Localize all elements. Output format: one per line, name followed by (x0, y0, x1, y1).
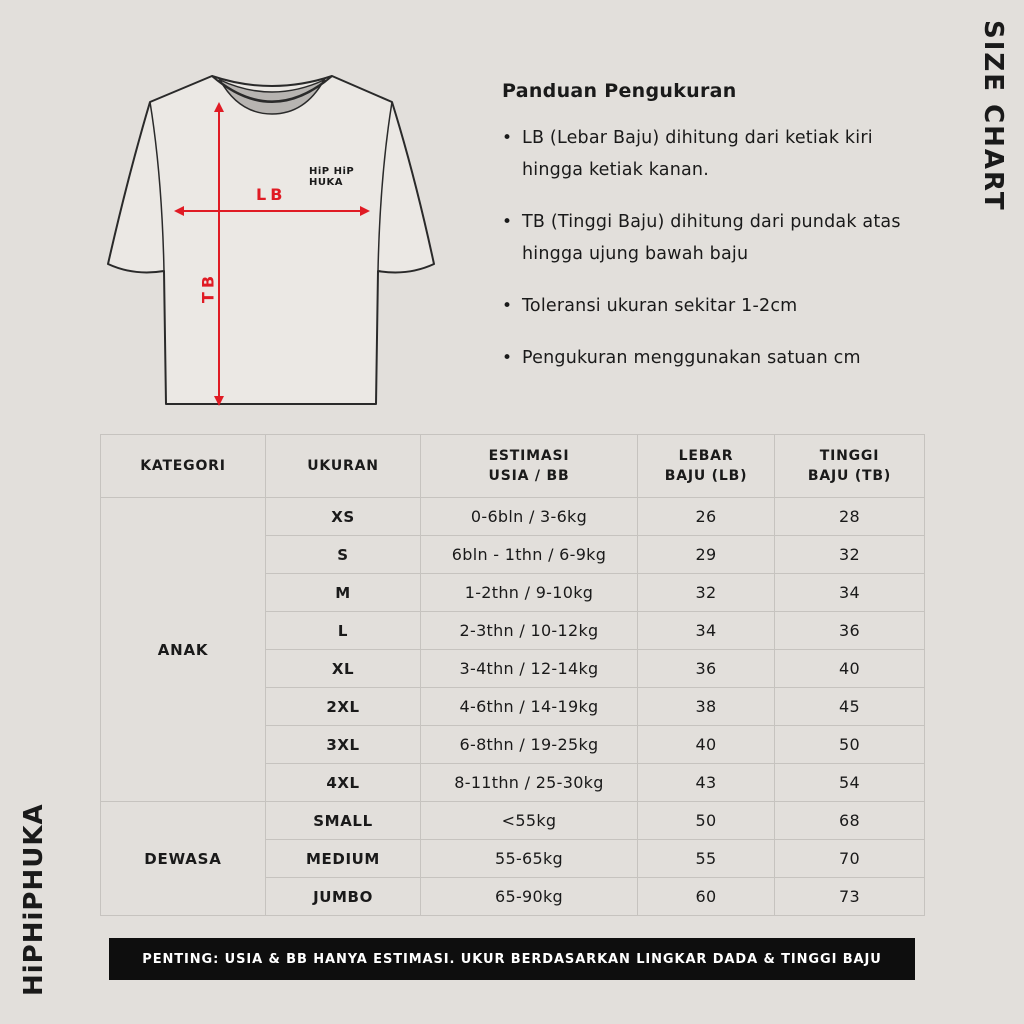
header-estimasi-line2: USIA / BB (488, 468, 570, 484)
estimate-cell: 3-4thn / 12-14kg (421, 650, 638, 688)
table-row (101, 498, 925, 536)
lb-cell: 29 (638, 536, 775, 574)
shirt-logo (309, 166, 354, 188)
lb-cell: 34 (638, 612, 775, 650)
guide-item: • Toleransi ukuran sekitar 1-2cm (502, 290, 932, 322)
lb-cell: 38 (638, 688, 775, 726)
lb-cell: 26 (638, 498, 775, 536)
guide-title: Panduan Pengukuran (502, 80, 737, 102)
tb-cell: 36 (775, 612, 925, 650)
header-ukuran: UKURAN (266, 435, 421, 498)
estimate-cell: 6-8thn / 19-25kg (421, 726, 638, 764)
size-cell: S (266, 536, 421, 574)
tshirt-diagram (100, 66, 445, 411)
estimate-cell: 65-90kg (421, 878, 638, 916)
estimate-cell: 6bln - 1thn / 6-9kg (421, 536, 638, 574)
tb-cell: 40 (775, 650, 925, 688)
estimate-cell: 8-11thn / 25-30kg (421, 764, 638, 802)
tb-cell: 45 (775, 688, 925, 726)
estimate-cell: 1-2thn / 9-10kg (421, 574, 638, 612)
size-cell: 4XL (266, 764, 421, 802)
header-estimasi (421, 435, 638, 498)
estimate-cell: 4-6thn / 14-19kg (421, 688, 638, 726)
important-note: PENTING: USIA & BB HANYA ESTIMASI. UKUR BERDASARKAN LINGKAR DADA & TINGGI BAJU (109, 938, 915, 980)
size-cell: L (266, 612, 421, 650)
size-cell: 3XL (266, 726, 421, 764)
brand-logo: HiPHiPHUKA (19, 803, 49, 997)
lb-cell: 36 (638, 650, 775, 688)
size-cell: MEDIUM (266, 840, 421, 878)
lb-cell: 32 (638, 574, 775, 612)
size-cell: XS (266, 498, 421, 536)
header-lebar-line1: LEBAR (678, 448, 734, 464)
size-cell: JUMBO (266, 878, 421, 916)
guide-item: • Pengukuran menggunakan satuan cm (502, 342, 932, 374)
category-anak: ANAK (101, 498, 266, 802)
estimate-cell: 0-6bln / 3-6kg (421, 498, 638, 536)
size-cell: SMALL (266, 802, 421, 840)
estimate-cell: <55kg (421, 802, 638, 840)
tb-cell: 50 (775, 726, 925, 764)
tb-cell: 28 (775, 498, 925, 536)
lb-cell: 60 (638, 878, 775, 916)
tb-cell: 70 (775, 840, 925, 878)
lb-cell: 40 (638, 726, 775, 764)
size-cell: XL (266, 650, 421, 688)
shirt-logo-line2: HUKA (309, 177, 343, 188)
tshirt-illustration (100, 66, 445, 411)
size-chart-title: SIZE CHART (978, 20, 1008, 212)
table-row (101, 802, 925, 840)
size-table (100, 434, 925, 916)
size-cell: M (266, 574, 421, 612)
header-estimasi-line1: ESTIMASI (488, 448, 570, 464)
category-dewasa: DEWASA (101, 802, 266, 916)
lb-cell: 50 (638, 802, 775, 840)
guide-list (502, 122, 932, 374)
header-lebar-line2: BAJU (LB) (664, 468, 748, 484)
estimate-cell: 2-3thn / 10-12kg (421, 612, 638, 650)
guide-item: • LB (Lebar Baju) dihitung dari ketiak kiri hingga ketiak kanan. (502, 122, 932, 186)
estimate-cell: 55-65kg (421, 840, 638, 878)
lb-cell: 55 (638, 840, 775, 878)
tb-cell: 32 (775, 536, 925, 574)
tb-cell: 68 (775, 802, 925, 840)
header-tinggi-line2: BAJU (TB) (807, 468, 892, 484)
guide-item: • TB (Tinggi Baju) dihitung dari pundak atas hingga ujung bawah baju (502, 206, 932, 270)
lb-cell: 43 (638, 764, 775, 802)
header-kategori: KATEGORI (101, 435, 266, 498)
header-lebar (638, 435, 775, 498)
size-cell: 2XL (266, 688, 421, 726)
tb-label: TB (198, 271, 218, 304)
tb-cell: 54 (775, 764, 925, 802)
table-header-row (101, 435, 925, 498)
shirt-logo-line1: HiP HiP (309, 166, 355, 177)
header-tinggi-line1: TINGGI (819, 448, 880, 464)
measurement-guide (502, 80, 932, 394)
header-tinggi (775, 435, 925, 498)
tb-cell: 73 (775, 878, 925, 916)
lb-label: LB (256, 185, 287, 204)
tb-cell: 34 (775, 574, 925, 612)
